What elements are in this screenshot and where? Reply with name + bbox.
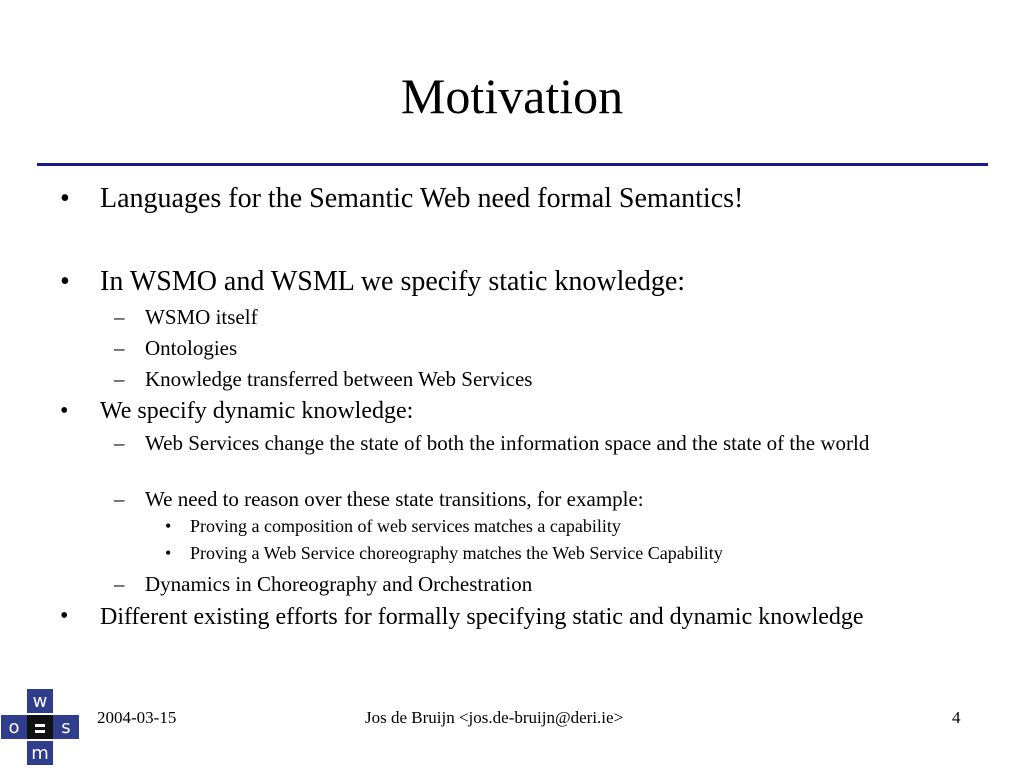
list-item-text: Dynamics in Choreography and Orchestration [145, 572, 533, 596]
list-item-text: Knowledge transferred between Web Services [145, 367, 533, 391]
list-item-text: Proving a Web Service choreography matches the Web Service Capability [190, 543, 723, 563]
dash-mark: – [114, 367, 125, 391]
footer-date: 2004-03-15 [97, 708, 177, 727]
list-item-text: We specify dynamic knowledge: [100, 398, 414, 424]
slide-title: Motivation [400, 68, 624, 124]
bullet-mark: • [60, 398, 69, 424]
bullet-mark: • [60, 183, 70, 214]
list-item-text: Different existing efforts for formally specifying static and dynamic knowledge [100, 604, 864, 630]
logo-letter-o: o [8, 717, 20, 738]
bullet-mark: • [165, 516, 172, 536]
page-number: 4 [952, 708, 961, 727]
logo-letter-m: m [31, 743, 49, 764]
bullet-mark: • [60, 266, 70, 297]
dash-mark: – [114, 336, 125, 360]
logo-letter-s: s [61, 717, 71, 738]
list-item-text: We need to reason over these state transitions, for example: [145, 487, 644, 511]
list-item-text: Ontologies [145, 336, 238, 360]
dash-mark: – [114, 431, 125, 455]
bullet-mark: • [60, 603, 69, 629]
list-item-text: Languages for the Semantic Web need formal Semantics! [100, 183, 744, 214]
dash-mark: – [114, 305, 125, 329]
logo-center-mark-top [35, 724, 45, 727]
list-item-text: In WSMO and WSML we specify static knowledge: [100, 266, 686, 297]
logo-letter-w: w [32, 691, 48, 712]
list-item-text: Proving a composition of web services matches a capability [190, 516, 621, 536]
footer-author: Jos de Bruijn <jos.de-bruijn@deri.ie> [365, 708, 624, 727]
list-item-text: Web Services change the state of both the information space and the state of the world [145, 431, 870, 455]
list-item-text: WSMO itself [145, 305, 258, 329]
wsmo-logo [0, 688, 82, 768]
logo-center-mark-bottom [35, 730, 45, 733]
dash-mark: – [114, 487, 125, 511]
bullet-mark: • [165, 543, 172, 563]
dash-mark: – [114, 572, 125, 596]
